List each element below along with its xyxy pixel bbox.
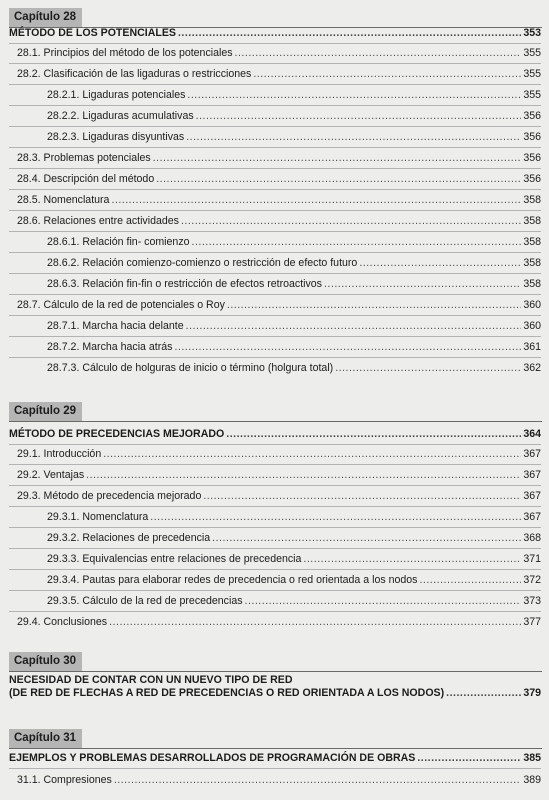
toc-entry[interactable]: [9, 770, 541, 790]
entry-page: 361: [523, 341, 541, 353]
leader-dots: [226, 428, 521, 441]
entry-label: 28.6.2. Relación comienzo-comienzo o restricción de efecto futuro: [47, 257, 358, 269]
toc-entry[interactable]: [9, 338, 541, 358]
toc-entry-main[interactable]: [9, 24, 541, 44]
toc-entry-main[interactable]: [9, 749, 541, 769]
entry-page: 360: [523, 299, 541, 311]
toc-entry[interactable]: [9, 254, 541, 274]
entry-label: MÉTODO DE PRECEDENCIAS MEJORADO: [9, 428, 225, 440]
toc-entry[interactable]: [9, 487, 541, 507]
leader-dots: [153, 152, 522, 165]
entry-label: 28.3. Problemas potenciales: [17, 152, 151, 164]
entry-label: 28.7.1. Marcha hacia delante: [47, 320, 184, 332]
entry-label: 29.2. Ventajas: [17, 469, 85, 481]
toc-entry[interactable]: [9, 107, 541, 127]
toc-entry[interactable]: [9, 128, 541, 148]
entry-label: 28.7. Cálculo de la red de potenciales o Roy: [17, 299, 225, 311]
entry-page: 355: [523, 68, 541, 80]
entry-label: 28.2.3. Ligaduras disyuntivas: [47, 131, 185, 143]
toc-entry[interactable]: [9, 445, 541, 465]
entry-page: 377: [523, 616, 541, 628]
entry-page: 367: [523, 448, 541, 460]
entry-page: 358: [523, 257, 541, 269]
entry-page: 353: [523, 27, 541, 39]
entry-page: 358: [523, 215, 541, 227]
entry-page: 367: [523, 511, 541, 523]
entry-page: 355: [523, 89, 541, 101]
leader-dots: [196, 110, 522, 123]
entry-page: 368: [523, 532, 541, 544]
entry-label: 28.1. Principios del método de los potenciales: [17, 47, 233, 59]
toc-entry[interactable]: [9, 44, 541, 64]
toc-entry[interactable]: [9, 508, 541, 528]
entry-label: 28.7.3. Cálculo de holguras de inicio o término (holgura total): [47, 362, 334, 374]
toc-entry[interactable]: [9, 612, 541, 632]
entry-label: 29.4. Conclusiones: [17, 616, 108, 628]
chapter-tab: Capítulo 28: [9, 8, 82, 27]
entry-page: 358: [523, 194, 541, 206]
leader-dots: [111, 194, 521, 207]
toc-entry[interactable]: [9, 466, 541, 486]
toc-entry[interactable]: [9, 529, 541, 549]
entry-label-block: [9, 674, 444, 700]
toc-entry[interactable]: [9, 275, 541, 295]
entry-page: 356: [523, 152, 541, 164]
entry-label: 28.2. Clasificación de las ligaduras o restricciones: [17, 68, 252, 80]
toc-entry[interactable]: [9, 86, 541, 106]
entry-label: 29.1. Introducción: [17, 448, 102, 460]
leader-dots: [227, 299, 521, 312]
toc-entry-main[interactable]: [9, 670, 541, 703]
entry-page: 356: [523, 173, 541, 185]
entry-page: 356: [523, 110, 541, 122]
leader-dots: [303, 553, 521, 566]
entry-page: 362: [523, 362, 541, 374]
entry-label: 29.3. Método de precedencia mejorado: [17, 490, 202, 502]
entry-label: 29.3.2. Relaciones de precedencia: [47, 532, 211, 544]
entry-page: 385: [523, 752, 541, 764]
entry-page: 372: [523, 574, 541, 586]
toc-entry[interactable]: [9, 550, 541, 570]
entry-label: 28.5. Nomenclatura: [17, 194, 110, 206]
chapter-rule: [9, 421, 542, 422]
leader-dots: [324, 278, 521, 291]
leader-dots: [178, 27, 521, 40]
leader-dots: [245, 595, 522, 608]
entry-page: 358: [523, 278, 541, 290]
leader-dots: [446, 687, 521, 700]
entry-label: 29.3.5. Cálculo de la red de precedencias: [47, 595, 243, 607]
leader-dots: [335, 362, 521, 375]
leader-dots: [103, 448, 521, 461]
leader-dots: [109, 616, 521, 629]
toc-entry[interactable]: [9, 65, 541, 85]
entry-label: NECESIDAD DE CONTAR CON UN NUEVO TIPO DE RED: [9, 674, 293, 686]
chapter-tab: Capítulo 31: [9, 729, 82, 748]
chapter-tab: Capítulo 29: [9, 402, 82, 421]
leader-dots: [417, 752, 521, 765]
entry-page: 389: [523, 774, 541, 786]
leader-dots: [186, 320, 522, 333]
entry-label: 29.3.1. Nomenclatura: [47, 511, 149, 523]
entry-page: 373: [523, 595, 541, 607]
entry-page: 371: [523, 553, 541, 565]
entry-label-line2: (DE RED DE FLECHAS A RED DE PRECEDENCIAS O RED ORIENTADA A LOS NODOS): [9, 687, 445, 699]
entry-label: 31.1. Compresiones: [17, 774, 112, 786]
leader-dots: [235, 47, 522, 60]
toc-entry-main[interactable]: [9, 425, 541, 445]
entry-label: 29.3.4. Pautas para elaborar redes de precedencia o red orientada a los nodos: [47, 574, 418, 586]
toc-entry[interactable]: [9, 592, 541, 612]
leader-dots: [186, 131, 521, 144]
entry-label: 28.4. Descripción del método: [17, 173, 155, 185]
leader-dots: [253, 68, 521, 81]
chapter-tab: Capítulo 30: [9, 652, 82, 671]
entry-label: 28.6. Relaciones entre actividades: [17, 215, 179, 227]
leader-dots: [181, 215, 521, 228]
entry-page: 360: [523, 320, 541, 332]
entry-page: 364: [523, 428, 541, 440]
leader-dots: [359, 257, 521, 270]
entry-page: 356: [523, 131, 541, 143]
toc-entry[interactable]: [9, 296, 541, 316]
entry-page: 358: [523, 236, 541, 248]
entry-label: MÉTODO DE LOS POTENCIALES: [9, 27, 176, 39]
toc-entry[interactable]: [9, 233, 541, 253]
leader-dots: [174, 341, 521, 354]
entry-page: 379: [523, 687, 541, 699]
entry-label: 28.6.3. Relación fin-fin o restricción de efectos retroactivos: [47, 278, 322, 290]
toc-entry[interactable]: [9, 212, 541, 232]
entry-page: 367: [523, 469, 541, 481]
entry-label: EJEMPLOS Y PROBLEMAS DESARROLLADOS DE PROGRAMACIÓN DE OBRAS: [9, 752, 416, 764]
entry-label: 28.6.1. Relación fin- comienzo: [47, 236, 190, 248]
leader-dots: [192, 236, 522, 249]
entry-page: 355: [523, 47, 541, 59]
leader-dots: [203, 490, 521, 503]
toc-entry[interactable]: [9, 358, 541, 378]
toc-entry[interactable]: [9, 191, 541, 211]
entry-label: 28.2.2. Ligaduras acumulativas: [47, 110, 194, 122]
entry-label: 28.7.2. Marcha hacia atrás: [47, 341, 173, 353]
entry-label: 28.2.1. Ligaduras potenciales: [47, 89, 186, 101]
leader-dots: [86, 469, 521, 482]
leader-dots: [187, 89, 521, 102]
entry-page: 367: [523, 490, 541, 502]
leader-dots: [419, 574, 521, 587]
leader-dots: [212, 532, 521, 545]
toc-entry[interactable]: [9, 149, 541, 169]
leader-dots: [150, 511, 521, 524]
entry-label: 29.3.3. Equivalencias entre relaciones de precedencia: [47, 553, 302, 565]
leader-dots: [114, 774, 522, 787]
toc-entry[interactable]: [9, 170, 541, 190]
leader-dots: [156, 173, 521, 186]
toc-entry[interactable]: [9, 571, 541, 591]
toc-entry[interactable]: [9, 317, 541, 337]
